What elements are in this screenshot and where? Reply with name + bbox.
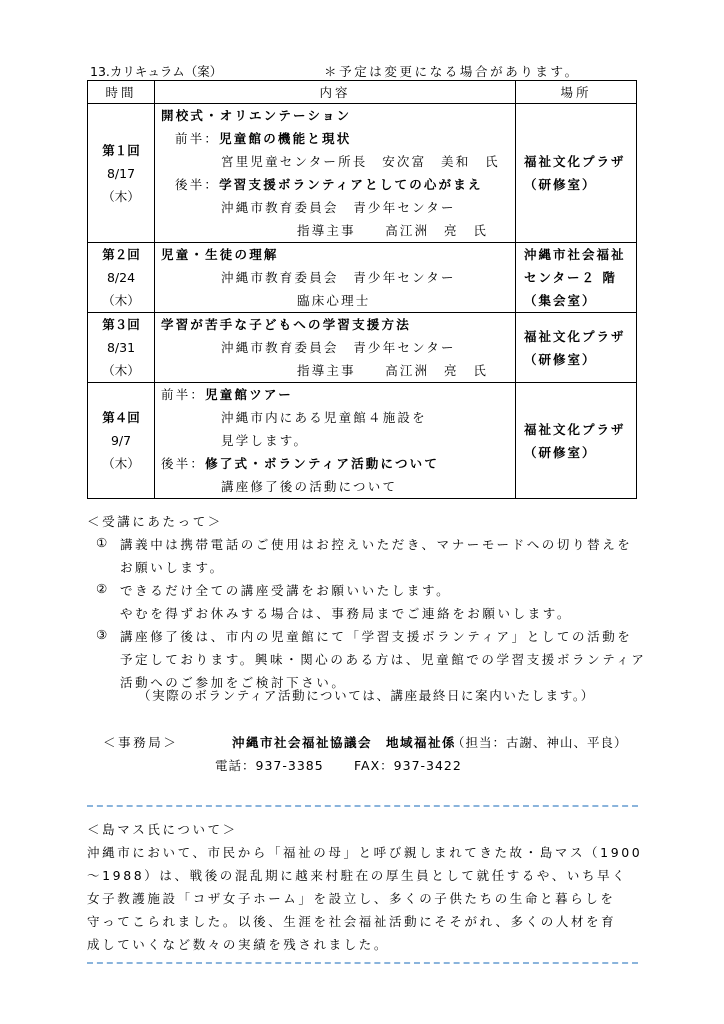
session-1-place xyxy=(516,104,637,243)
session-1-date: 8/17 xyxy=(106,165,136,181)
office-label: ＜事務局＞ xyxy=(103,735,179,750)
session-2-title: 児童・生徒の理解 xyxy=(161,247,279,262)
office-fax: FAX：937-3422 xyxy=(354,758,462,773)
about-line-3: 女子教護施設「コザ女子ホーム」を設立し、多くの子供たちの生命と暮らしを xyxy=(87,891,616,906)
session-2-day: （木） xyxy=(102,293,140,308)
session-2-date: 8/24 xyxy=(106,270,136,285)
session-4-date: 9/7 xyxy=(110,433,132,448)
session-2-place-line-3: （集会室） xyxy=(524,293,597,308)
about-line-5: 成していくなど数々の実績を残されました。 xyxy=(87,937,390,952)
divider-top xyxy=(87,805,638,807)
notice-heading: ＜受講にあたって＞ xyxy=(87,514,223,529)
session-1-second-half-topic: 学習支援ボランティアとしての心がまえ xyxy=(219,177,483,192)
session-3-time xyxy=(88,313,155,383)
notice-item-1-line-1: 講義中は携帯電話のご使用はお控えいただき、マナーモードへの切り替えを xyxy=(120,537,633,552)
session-4-place-line-1: 福祉文化プラザ xyxy=(524,421,626,437)
session-4-place-line-2: （研修室） xyxy=(524,444,597,460)
header-content: 内容 xyxy=(155,81,516,104)
session-row-1 xyxy=(88,104,637,243)
session-row-2 xyxy=(88,243,637,313)
office-name: 沖縄市社会福祉協議会 地域福祉係 xyxy=(232,735,457,750)
about-heading: ＜島マス氏について＞ xyxy=(87,822,238,837)
curriculum-table xyxy=(87,80,637,499)
session-3-lecturer: 指導主事 高江洲 亮 氏 xyxy=(297,363,489,378)
notice-item-2-line-1: できるだけ全ての講座受講をお願いいたします。 xyxy=(120,583,452,598)
notice-item-2-line-2: やむを得ずお休みする場合は、事務局までご連絡をお願いします。 xyxy=(120,606,573,621)
session-2-place-line-1: 沖縄市社会福祉 xyxy=(524,247,626,262)
session-4-place xyxy=(516,383,637,499)
session-4-first-half-label: 前半： xyxy=(161,387,206,402)
schedule-change-note: ＊予定は変更になる場合があります。 xyxy=(324,64,580,79)
about-line-2: ～1988）は、戦後の混乱期に越来村駐在の厚生員として就任するや、いち早く xyxy=(87,868,628,883)
session-row-3 xyxy=(88,313,637,383)
header-time: 時間 xyxy=(88,81,155,104)
session-3-place xyxy=(516,313,637,383)
session-2-lecturer: 臨床心理士 xyxy=(297,293,371,308)
office-tel: 電話：937-3385 xyxy=(215,758,324,773)
session-1-time xyxy=(88,104,155,243)
session-1-day: （木） xyxy=(102,188,140,204)
session-3-content xyxy=(155,313,516,383)
session-1-no: 第１回 xyxy=(102,142,140,158)
notice-item-1-line-2: お願いします。 xyxy=(120,560,225,575)
divider-bottom xyxy=(87,962,638,964)
session-3-title: 学習が苦手な子どもへの学習支援方法 xyxy=(161,317,411,332)
section-title: 13.カリキュラム（案） xyxy=(90,64,223,79)
session-2-time xyxy=(88,243,155,313)
session-2-place-line-2: センター２ 階 xyxy=(524,270,617,285)
session-1-title: 開校式・オリエンテーション xyxy=(161,108,352,123)
session-3-day: （木） xyxy=(102,363,140,378)
session-2-lecturer-org: 沖縄市教育委員会 青少年センター xyxy=(221,270,456,285)
session-2-no: 第２回 xyxy=(102,247,140,262)
notice-footnote: （実際のボランティア活動については、講座最終日に案内いたします。） xyxy=(138,688,595,703)
about-line-4: 守ってこられました。以後、生涯を社会福祉活動にそそがれ、多くの人材を育 xyxy=(87,914,617,929)
session-3-date: 8/31 xyxy=(106,340,136,355)
session-3-place-line-1: 福祉文化プラザ xyxy=(524,328,626,344)
session-4-tour-desc-2: 見学します。 xyxy=(221,433,309,448)
session-1-lecturer-2-org: 沖縄市教育委員会 青少年センター xyxy=(221,200,456,215)
session-1-second-half-label: 後半： xyxy=(175,177,220,192)
session-4-no: 第４回 xyxy=(102,410,140,425)
session-3-place-line-2: （研修室） xyxy=(524,351,597,367)
notice-item-2-num: ② xyxy=(96,581,108,596)
session-4-tour-desc-1: 沖縄市内にある児童館４施設を xyxy=(221,410,427,425)
session-row-4 xyxy=(88,383,637,499)
table-header-row xyxy=(88,81,637,104)
session-1-first-half-label: 前半： xyxy=(175,131,220,146)
session-3-no: 第３回 xyxy=(102,317,140,332)
session-2-content xyxy=(155,243,516,313)
session-1-lecturer-1: 宮里児童センター所長 安次富 美和 氏 xyxy=(221,154,500,169)
notice-item-3-line-3: 活動へのご参加をご検討下さい。 xyxy=(120,675,347,690)
session-4-second-half-topic: 修了式・ボランティア活動について xyxy=(205,456,440,471)
session-2-place xyxy=(516,243,637,313)
notice-item-1-num: ① xyxy=(96,535,108,550)
notice-item-3-line-1: 講座修了後は、市内の児童館にて「学習支援ボランティア」としての活動を xyxy=(120,629,633,644)
about-line-1: 沖縄市において、市民から「福祉の母」と呼び親しまれてきた故・島マス（1900 xyxy=(87,845,643,860)
session-1-content xyxy=(155,104,516,243)
session-1-place-line-2: （研修室） xyxy=(524,177,597,192)
session-1-lecturer-2: 指導主事 高江洲 亮 氏 xyxy=(297,223,489,238)
session-4-first-half-topic: 児童館ツアー xyxy=(205,387,293,402)
session-4-content xyxy=(155,383,516,499)
session-1-place-line-1: 福祉文化プラザ xyxy=(524,154,626,169)
session-3-lecturer-org: 沖縄市教育委員会 青少年センター xyxy=(221,340,456,355)
session-4-followup: 講座修了後の活動について xyxy=(221,479,398,494)
session-4-day: （木） xyxy=(102,456,140,471)
session-4-second-half-label: 後半： xyxy=(161,456,206,471)
notice-item-3-line-2: 予定しております。興味・関心のある方は、児童館での学習支援ボランティア xyxy=(120,652,647,667)
office-staff: （担当：古謝、神山、平良） xyxy=(452,735,628,750)
notice-item-3-num: ③ xyxy=(96,627,108,642)
header-place: 場所 xyxy=(516,81,637,104)
session-1-first-half-topic: 児童館の機能と現状 xyxy=(219,131,352,146)
session-4-time xyxy=(88,383,155,499)
